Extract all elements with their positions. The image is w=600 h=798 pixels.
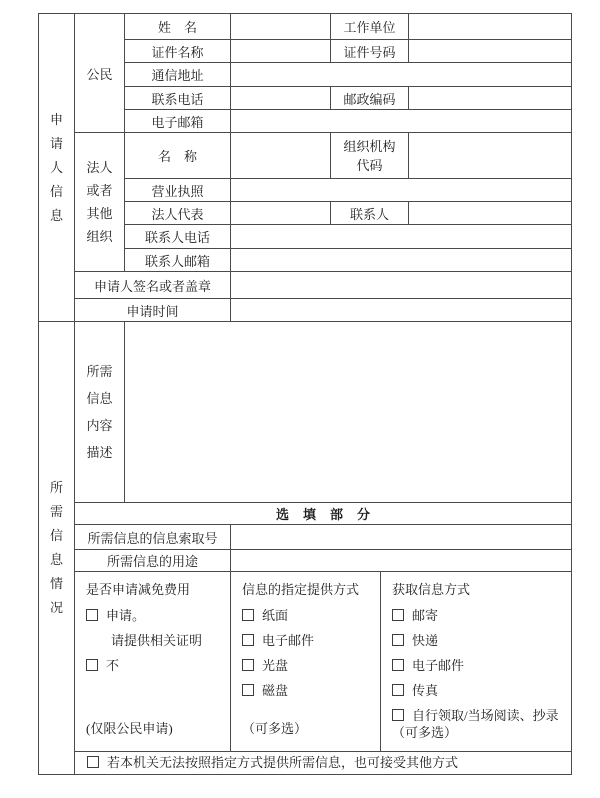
delivery-method-title: 信息的指定提供方式 (242, 582, 360, 597)
description-value-cell[interactable] (125, 322, 572, 503)
checkbox-icon[interactable] (86, 609, 98, 621)
index-number-value-cell[interactable] (231, 525, 572, 550)
apply-time-label: 申请时间 (75, 299, 231, 322)
option-label: 纸面 (262, 608, 289, 623)
legal-group-label (75, 133, 125, 272)
obtain-option-mail[interactable] (392, 607, 566, 624)
description-label (75, 322, 125, 503)
phone-label: 联系电话 (125, 87, 231, 110)
id-number-label: 证件号码 (331, 40, 409, 63)
apply-time-value-cell[interactable] (231, 299, 572, 322)
checkbox-icon[interactable] (392, 709, 404, 721)
checkbox-icon[interactable] (87, 756, 99, 768)
contact-label: 联系人 (331, 202, 409, 225)
purpose-label: 所需信息的用途 (75, 550, 231, 572)
org-code-label-line: 代码 (356, 157, 383, 173)
fee-waiver-option-no[interactable] (86, 657, 225, 674)
fallback-option-label: 若本机关无法按照指定方式提供所需信息，也可接受其他方式 (107, 755, 459, 770)
org-name-label: 名 称 (125, 133, 231, 179)
legal-rep-value-cell[interactable] (231, 202, 331, 225)
option-label: 快递 (412, 633, 439, 648)
description-label-line: 描述 (86, 445, 113, 460)
obtain-option-fax[interactable] (392, 682, 566, 699)
option-label: 电子邮件 (262, 633, 315, 648)
option-label: 申请。 (106, 608, 146, 623)
postcode-label: 邮政编码 (331, 87, 409, 110)
fee-waiver-apply-note: 请提供相关证明 (111, 633, 203, 648)
option-label: 传真 (412, 683, 439, 698)
obtain-method-title: 获取信息方式 (392, 582, 471, 597)
org-code-label-line: 组织机构 (343, 138, 396, 154)
checkbox-icon[interactable] (242, 634, 254, 646)
id-name-label: 证件名称 (125, 40, 231, 63)
checkbox-icon[interactable] (392, 684, 404, 696)
delivery-option-cd[interactable] (242, 657, 375, 674)
required-info-section-label-text: 所需信息情况 (49, 480, 63, 615)
row-fallback-note (39, 752, 572, 775)
fee-waiver-footnote: (仅限公民申请) (86, 721, 173, 736)
checkbox-icon[interactable] (86, 659, 98, 671)
legal-rep-label: 法人代表 (125, 202, 231, 225)
id-name-value-cell[interactable] (231, 40, 331, 63)
checkbox-icon[interactable] (392, 609, 404, 621)
required-info-section-vertical-label (39, 322, 75, 775)
license-value-cell[interactable] (231, 179, 572, 202)
email-label: 电子邮箱 (125, 110, 231, 133)
id-number-value-cell[interactable] (409, 40, 572, 63)
contact-email-value-cell[interactable] (231, 249, 572, 272)
legal-group-label-line: 法人 (86, 160, 113, 175)
applicant-section-vertical-label (39, 14, 75, 322)
checkbox-icon[interactable] (392, 634, 404, 646)
fee-waiver-option-apply[interactable] (86, 607, 225, 624)
obtain-option-self-pickup[interactable] (392, 707, 566, 724)
checkbox-icon[interactable] (242, 659, 254, 671)
row-optional-header (39, 503, 572, 525)
license-label: 营业执照 (125, 179, 231, 202)
signature-value-cell[interactable] (231, 272, 572, 299)
delivery-option-paper[interactable] (242, 607, 375, 624)
signature-label: 申请人签名或者盖章 (75, 272, 231, 299)
contact-value-cell[interactable] (409, 202, 572, 225)
option-label: 自行领取/当场阅读、抄录 (412, 708, 559, 723)
work-unit-label: 工作单位 (331, 14, 409, 40)
delivery-method-footnote: （可多选） (242, 721, 308, 736)
option-label: 电子邮件 (412, 658, 465, 673)
fee-waiver-title: 是否申请减免费用 (86, 582, 191, 597)
checkbox-icon[interactable] (392, 659, 404, 671)
address-value-cell[interactable] (231, 63, 572, 87)
application-form-table (38, 13, 572, 775)
row-name (39, 14, 572, 40)
fallback-option-cell (75, 752, 572, 775)
obtain-method-cell (381, 572, 572, 752)
work-unit-value-cell[interactable] (409, 14, 572, 40)
legal-group-label-line: 或者 (86, 183, 113, 198)
fee-waiver-cell (75, 572, 231, 752)
optional-section-header: 选填部分 (75, 503, 572, 525)
row-description (39, 322, 572, 503)
checkbox-icon[interactable] (242, 684, 254, 696)
row-org-name (39, 133, 572, 179)
description-label-line: 内容 (86, 418, 113, 433)
legal-group-label-line: 组织 (86, 229, 113, 244)
org-code-value-cell[interactable] (409, 133, 572, 179)
email-value-cell[interactable] (231, 110, 572, 133)
option-label: 不 (106, 658, 120, 673)
org-name-value-cell[interactable] (231, 133, 331, 179)
row-checkbox-groups (39, 572, 572, 752)
applicant-section-label-text: 申请人信息 (49, 111, 63, 223)
row-apply-time (39, 299, 572, 322)
option-label: 光盘 (262, 658, 289, 673)
postcode-value-cell[interactable] (409, 87, 572, 110)
purpose-value-cell[interactable] (231, 550, 572, 572)
address-label: 通信地址 (125, 63, 231, 87)
phone-value-cell[interactable] (231, 87, 331, 110)
citizen-group-label: 公民 (75, 14, 125, 133)
option-label: 磁盘 (262, 683, 289, 698)
row-purpose (39, 550, 572, 572)
name-value-cell[interactable] (231, 14, 331, 40)
contact-email-label: 联系人邮箱 (125, 249, 231, 272)
description-label-line: 信息 (86, 391, 113, 406)
contact-phone-label: 联系人电话 (125, 225, 231, 249)
checkbox-icon[interactable] (242, 609, 254, 621)
row-index-number (39, 525, 572, 550)
delivery-option-email[interactable] (242, 632, 375, 649)
fallback-option[interactable] (75, 752, 571, 774)
contact-phone-value-cell[interactable] (231, 225, 572, 249)
legal-group-label-line: 其他 (86, 206, 113, 221)
obtain-option-express[interactable] (392, 632, 566, 649)
obtain-method-footnote: （可多选） (392, 725, 458, 740)
delivery-method-cell (231, 572, 381, 752)
obtain-option-email[interactable] (392, 657, 566, 674)
row-signature (39, 272, 572, 299)
option-label: 邮寄 (412, 608, 439, 623)
org-code-label (331, 133, 409, 179)
description-label-line: 所需 (86, 364, 113, 379)
index-number-label: 所需信息的信息索取号 (75, 525, 231, 550)
delivery-option-disk[interactable] (242, 682, 375, 699)
name-label: 姓 名 (125, 14, 231, 40)
